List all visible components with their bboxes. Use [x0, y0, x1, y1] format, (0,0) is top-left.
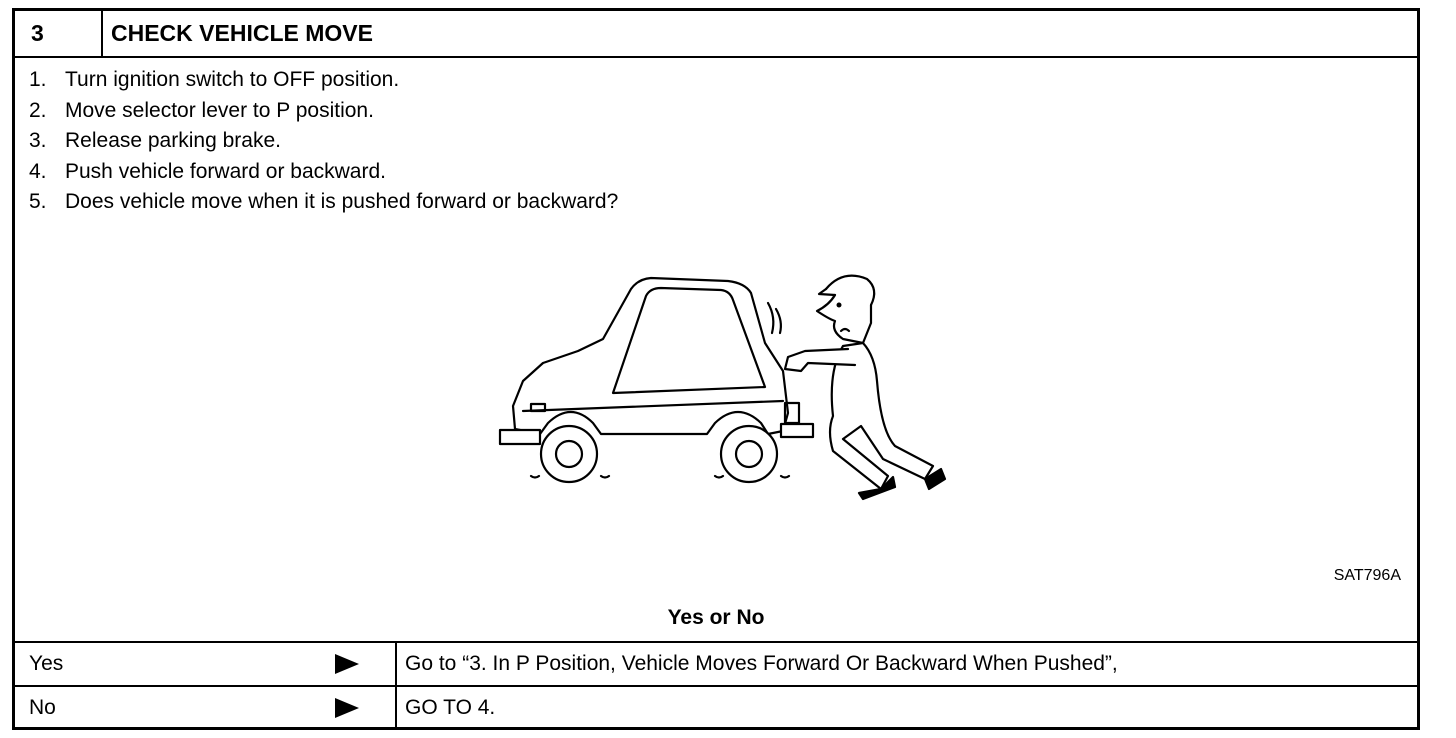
head: [817, 295, 871, 343]
instruction-text: Does vehicle move when it is pushed forward or backward?: [65, 190, 619, 213]
result-action: GO TO 4.: [405, 696, 496, 719]
instruction-number: 3.: [29, 129, 47, 152]
car-window: [613, 288, 765, 393]
front-bumper: [500, 430, 540, 444]
step-header: [15, 11, 1417, 58]
figure-code: SAT796A: [1333, 567, 1401, 584]
person-pushing-car-illustration: [483, 261, 983, 501]
step-title: CHECK VEHICLE MOVE: [111, 20, 373, 46]
mechanic-figure: [785, 276, 945, 499]
instruction-item: [29, 187, 618, 218]
answer-label: No: [29, 696, 56, 719]
instruction-list: [29, 65, 618, 218]
result-action: Go to “3. In P Position, Vehicle Moves Forward Or Backward When Pushed”,: [405, 652, 1118, 675]
column-divider: [395, 643, 397, 685]
play-arrow-icon: [335, 654, 359, 674]
result-row-yes: [15, 641, 1417, 685]
instruction-number: 1.: [29, 68, 47, 91]
car-drawing: [500, 278, 813, 482]
instruction-item: [29, 65, 618, 96]
result-row-no: [15, 685, 1417, 729]
eye: [837, 303, 842, 308]
step-number: 3: [15, 11, 103, 56]
instruction-text: Push vehicle forward or backward.: [65, 159, 386, 183]
front-tire: [541, 426, 597, 482]
instruction-item: [29, 157, 618, 188]
decision-question: Yes or No: [667, 606, 765, 629]
car-side-line: [523, 401, 783, 411]
procedure-table: [12, 8, 1420, 730]
instruction-number: 4.: [29, 159, 47, 183]
play-arrow-icon: [335, 698, 359, 718]
rear-tire: [721, 426, 777, 482]
side-marker: [531, 404, 545, 411]
instruction-number: 5.: [29, 190, 47, 213]
instruction-text: Move selector lever to P position.: [65, 98, 374, 122]
instruction-text: Turn ignition switch to OFF position.: [65, 68, 400, 91]
rear-bumper: [781, 424, 813, 437]
instruction-item: [29, 126, 618, 157]
instruction-text: Release parking brake.: [65, 129, 281, 152]
instruction-item: [29, 96, 618, 127]
push-marks: [768, 303, 781, 333]
answer-label: Yes: [29, 652, 64, 675]
column-divider: [395, 687, 397, 729]
instruction-number: 2.: [29, 98, 47, 122]
